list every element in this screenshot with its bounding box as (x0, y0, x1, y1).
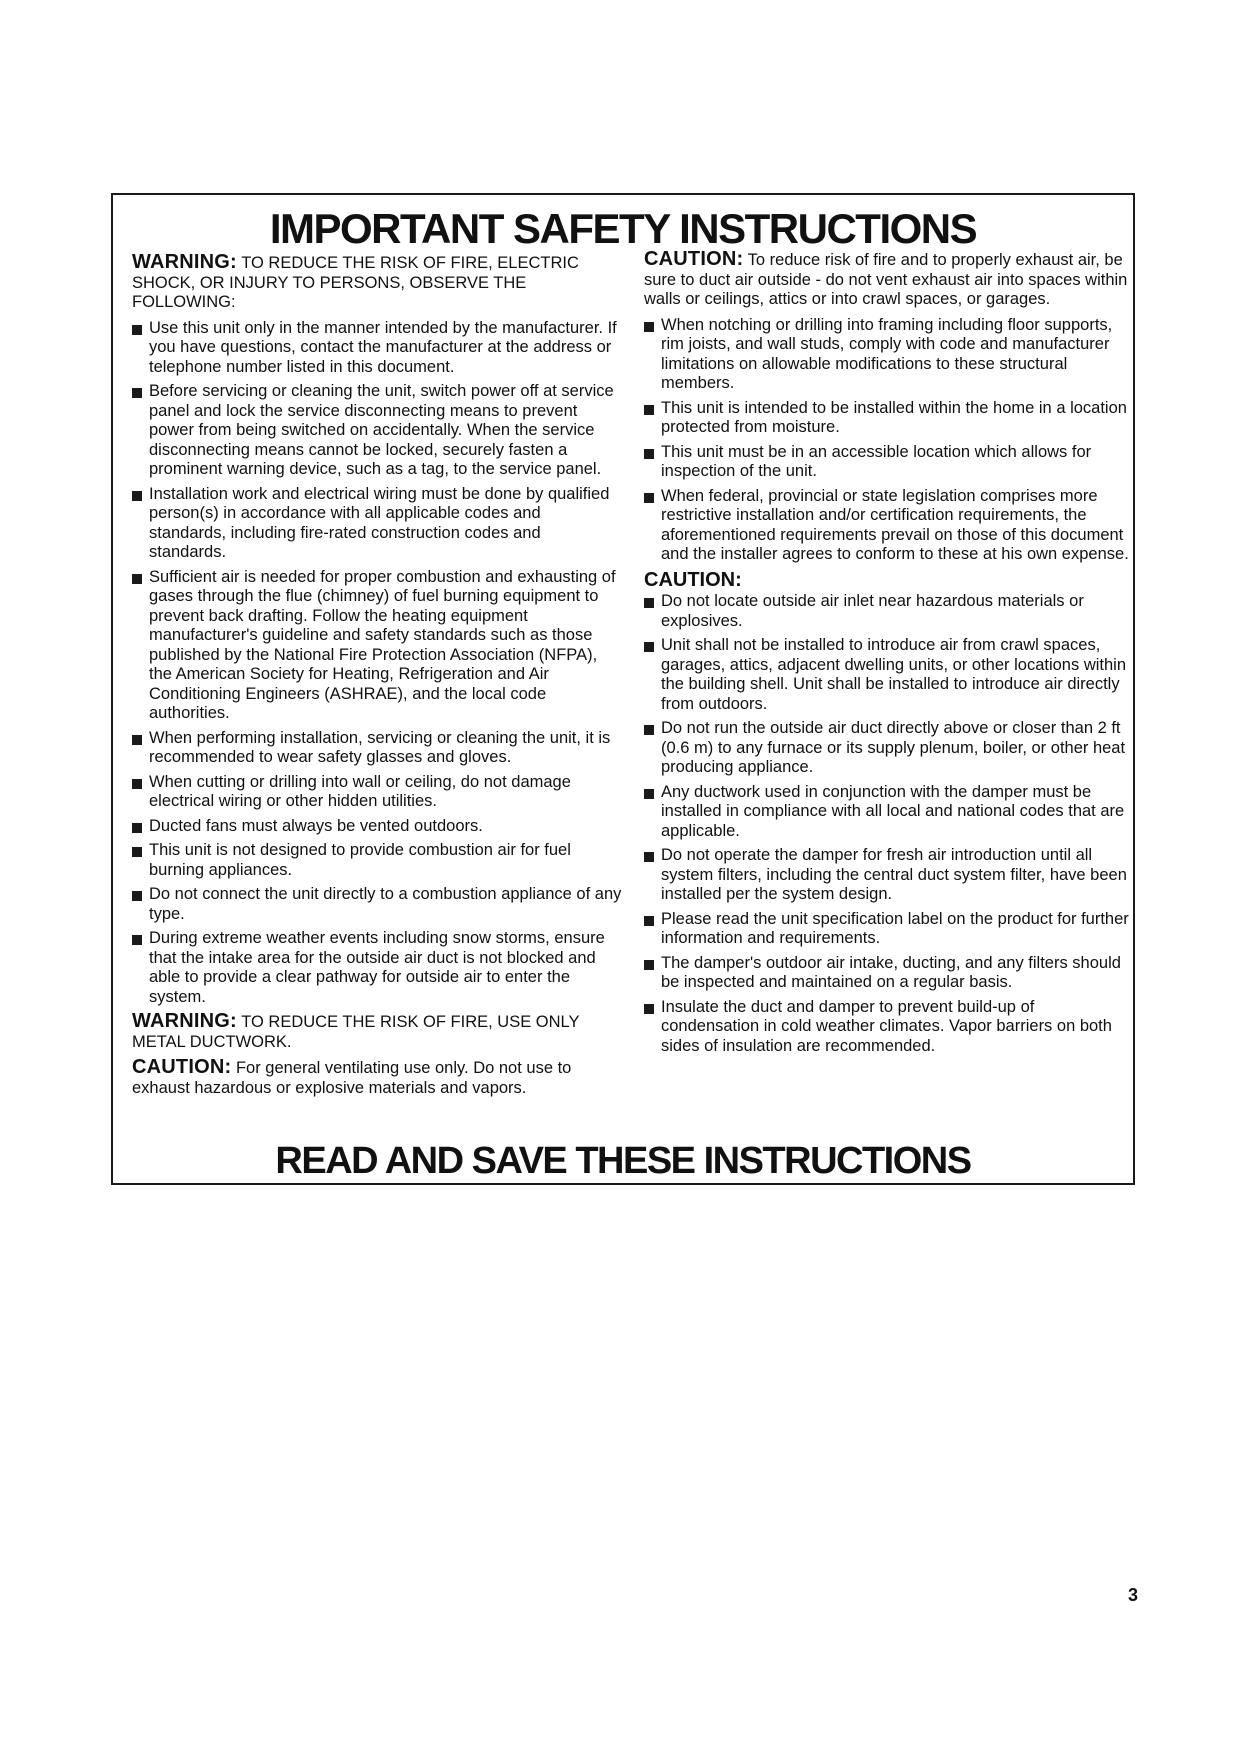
list-item-text: Use this unit only in the manner intended by the manufacturer. If you have questions, contact the manufacturer at the address or telephone number listed in this document. (149, 318, 617, 376)
warning-label: WARNING: (132, 1010, 237, 1032)
list-item-text: Any ductwork used in conjunction with the damper must be installed in compliance with all local and national codes that are applicable. (661, 782, 1125, 840)
bullet-square-icon (644, 916, 654, 926)
list-item (644, 719, 1134, 778)
list-item (644, 636, 1134, 714)
list-item (132, 773, 622, 812)
list-item-text: Ducted fans must always be vented outdoors. (149, 816, 483, 835)
list-item (644, 487, 1134, 565)
bullet-square-icon (644, 725, 654, 735)
list-item-text: During extreme weather events including snow storms, ensure that the intake area for the outside air duct is not blocked and able to provide a clear pathway for outside air to enter the system. (149, 929, 605, 1006)
bullet-square-icon (644, 642, 654, 652)
list-item (644, 846, 1134, 905)
warning-intro (132, 253, 622, 313)
list-item-text: Insulate the duct and damper to prevent build-up of condensation in cold weather climates. Vapor barriers on both sides of insulation are recommended. (661, 997, 1112, 1055)
bullet-square-icon (132, 891, 142, 901)
list-item (132, 885, 622, 924)
warning-label: WARNING: (132, 251, 237, 273)
bullet-square-icon (132, 847, 142, 857)
list-item-text: This unit must be in an accessible location which allows for inspection of the unit. (661, 442, 1092, 480)
list-item (644, 316, 1134, 394)
list-item (132, 319, 622, 378)
bullet-square-icon (644, 789, 654, 799)
bullet-square-icon (132, 779, 142, 789)
list-item-text: When cutting or drilling into wall or ceiling, do not damage electrical wiring or other hidden utilities. (149, 772, 571, 810)
footer-title: READ AND SAVE THESE INSTRUCTIONS (275, 1140, 971, 1182)
list-item-text: Before servicing or cleaning the unit, switch power off at service panel and lock the service disconnecting means to prevent power from being switched on accidentally. When the service disconnecting means cannot be locked, securely fasten a prominent warning device, such as a tag, to the service panel. (149, 382, 614, 478)
list-item (132, 841, 622, 880)
bullet-square-icon (132, 491, 142, 501)
caution-label: CAUTION: (644, 248, 744, 270)
caution-text: For general ventilating use only. Do not use to exhaust hazardous or explosive materials and vapors. (132, 1059, 572, 1097)
list-item-text: This unit is intended to be installed within the home in a location protected from moisture. (661, 398, 1127, 436)
caution-text: To reduce risk of fire and to properly exhaust air, be sure to duct air outside - do not vent exhaust air into spaces within walls or ceilings, attics or into crawl spaces, or garages. (644, 251, 1128, 308)
bullet-square-icon (644, 960, 654, 970)
bullet-square-icon (644, 598, 654, 608)
list-item-text: The damper's outdoor air intake, ducting, and any filters should be inspected and maintained on a regular basis. (661, 953, 1121, 991)
list-item (644, 443, 1134, 482)
warning-ductwork (132, 1012, 622, 1052)
bullet-square-icon (644, 852, 654, 862)
installation-bullet-list (644, 316, 1134, 565)
bullet-square-icon (132, 574, 142, 584)
caution-bullet-list (644, 592, 1134, 1056)
warning-text: TO REDUCE THE RISK OF FIRE, ELECTRIC SHOCK, OR INJURY TO PERSONS, OBSERVE THE FOLLOWING: (132, 254, 579, 311)
list-item-text: This unit is not designed to provide combustion air for fuel burning appliances. (149, 841, 571, 879)
list-item (132, 817, 622, 837)
caution-heading: CAUTION: (644, 568, 742, 591)
list-item (644, 399, 1134, 438)
bullet-square-icon (644, 322, 654, 332)
list-item (644, 954, 1134, 993)
warning-text: TO REDUCE THE RISK OF FIRE, USE ONLY METAL DUCTWORK. (132, 1013, 580, 1051)
safety-instructions-panel (111, 193, 1135, 1185)
page-title: IMPORTANT SAFETY INSTRUCTIONS (269, 205, 977, 252)
bullet-square-icon (132, 823, 142, 833)
list-item-text: Do not operate the damper for fresh air introduction until all system filters, including the central duct system filter, have been installed per the system design. (661, 846, 1127, 903)
list-item (132, 568, 622, 724)
list-item-text: When notching or drilling into framing including floor supports, rim joists, and wall studs, comply with code and manufacturer limitations on allowable modifications to these structural members. (661, 315, 1113, 392)
bullet-square-icon (644, 493, 654, 503)
right-column (644, 250, 1134, 1061)
page-number: 3 (1128, 1585, 1139, 1605)
list-item-text: When federal, provincial or state legislation comprises more restrictive installation and/or certification requirements, the aforementioned requirements prevail on those of this document and the installer agrees to conform to these at his own expense. (661, 486, 1129, 563)
list-item (132, 382, 622, 480)
list-item-text: Do not locate outside air inlet near hazardous materials or explosives. (661, 592, 1084, 630)
bullet-square-icon (644, 449, 654, 459)
list-item-text: Do not run the outside air duct directly above or closer than 2 ft (0.6 m) to any furnace or its supply plenum, boiler, or other heat producing appliance. (661, 719, 1126, 776)
list-item (644, 592, 1134, 631)
bullet-square-icon (644, 1004, 654, 1014)
bullet-square-icon (644, 405, 654, 415)
bullet-square-icon (132, 935, 142, 945)
list-item-text: Sufficient air is needed for proper combustion and exhausting of gases through the flue (chimney) of fuel burning equipment to prevent back drafting. Follow the heating equipment manufacturer's guideline and safety standards such as those published by the National Fire Protection Association (NFPA), the American Society for Heating, Refrigeration and Air Conditioning Engineers (ASHRAE), and the local code authorities. (149, 567, 616, 722)
list-item-text: When performing installation, servicing or cleaning the unit, it is recommended to wear safety glasses and gloves. (149, 728, 611, 766)
list-item (132, 929, 622, 1007)
list-item-text: Please read the unit specification label on the product for further information and requirements. (661, 909, 1129, 947)
bullet-square-icon (132, 388, 142, 398)
list-item-text: Do not connect the unit directly to a combustion appliance of any type. (149, 885, 622, 923)
bullet-square-icon (132, 325, 142, 335)
list-item (132, 729, 622, 768)
list-item (644, 998, 1134, 1057)
bullet-square-icon (132, 735, 142, 745)
list-item (132, 485, 622, 563)
list-item (644, 910, 1134, 949)
caution-label: CAUTION: (132, 1056, 232, 1078)
caution-exhaust (644, 250, 1134, 310)
list-item-text: Unit shall not be installed to introduce air from crawl spaces, garages, attics, adjacent dwelling units, or other locations within the building shell. Unit shall be installed to introduce air directly from outdoors. (661, 636, 1127, 713)
caution-general-use (132, 1058, 622, 1098)
list-item-text: Installation work and electrical wiring must be done by qualified person(s) in accordance with all applicable codes and standards, including fire-rated construction codes and standards. (149, 484, 610, 561)
list-item (644, 783, 1134, 842)
warning-bullet-list (132, 319, 622, 1008)
left-column (132, 253, 622, 1104)
